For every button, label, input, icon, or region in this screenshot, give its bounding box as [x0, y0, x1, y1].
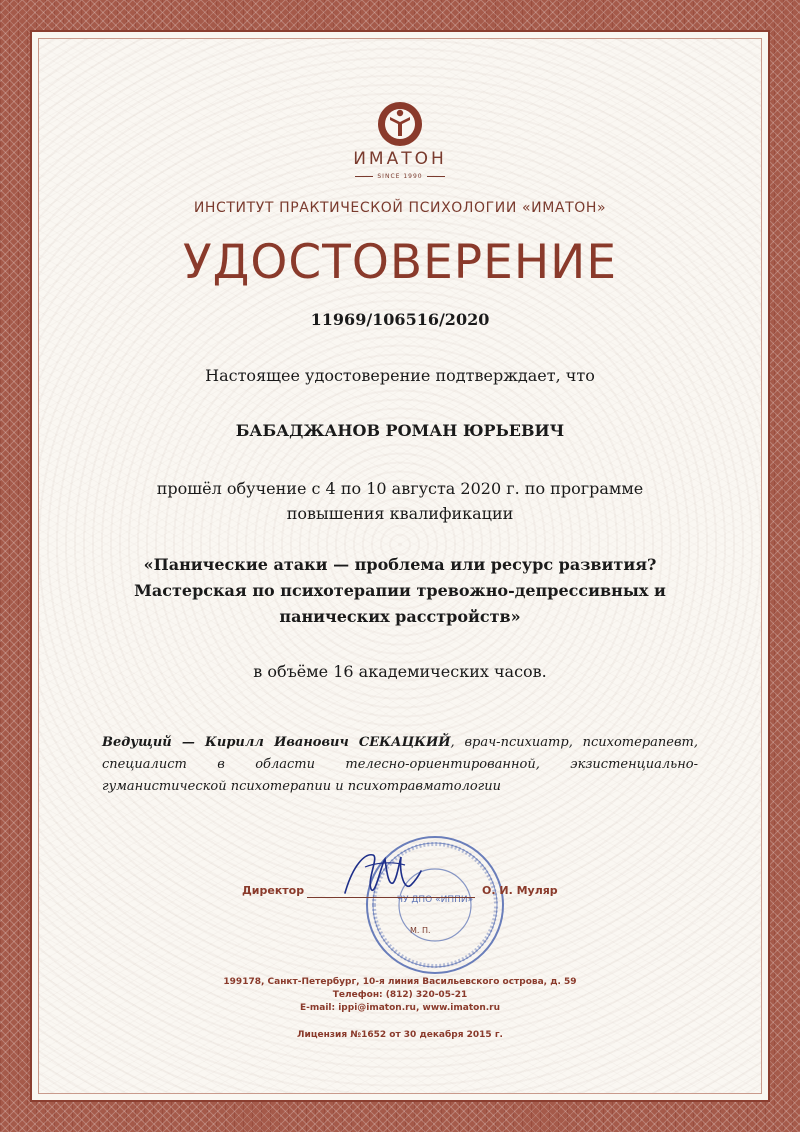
program-line-1: «Панические атаки — проблема или ресурс развития?	[143, 555, 657, 574]
since-text: SINCE 1990	[377, 173, 423, 180]
license-info: Лицензия №1652 от 30 декабря 2015 г.	[297, 1030, 503, 1040]
certificate-number: 11969/106516/2020	[310, 310, 490, 329]
hours-text: в объёме 16 академических часов.	[253, 662, 547, 681]
institute-name: ИНСТИТУТ ПРАКТИЧЕСКОЙ ПСИХОЛОГИИ «ИМАТОН»	[193, 200, 607, 216]
director-name: О. И. Муляр	[482, 884, 558, 897]
since-divider-left	[355, 176, 373, 177]
signature-line	[307, 897, 475, 898]
director-signature	[335, 845, 425, 905]
certificate-content	[30, 30, 770, 1102]
footer-address: 199178, Санкт-Петербург, 10-я линия Васильевского острова, д. 59	[223, 977, 577, 987]
lead-name: Ведущий — Кирилл Иванович СЕКАЦКИЙ	[102, 735, 451, 750]
stamp-place-label: М. П.	[410, 926, 431, 935]
footer-email: E-mail: ippi@imaton.ru, www.imaton.ru	[299, 1003, 501, 1013]
training-text	[70, 476, 730, 526]
imaton-logo	[30, 100, 770, 150]
footer-phone: Телефон: (812) 320-05-21	[332, 990, 468, 1000]
since-divider-right	[427, 176, 445, 177]
lead-description: , врач-психиатр, психотерапевт, специалист в области телесно-ориентированной, экзистенциально-гуманистической психотерапии и психотравматологии	[102, 735, 698, 794]
imaton-logo-icon	[374, 100, 426, 150]
program-title	[70, 552, 730, 630]
lead-paragraph	[102, 732, 698, 798]
training-line-2: повышения квалификации	[286, 504, 514, 523]
since-label	[30, 173, 770, 180]
seal-text: ЧУ ДПО «ИППИ»	[396, 895, 474, 905]
footer-contacts	[30, 976, 770, 1015]
brand-name: ИМАТОН	[353, 149, 447, 169]
certificate-title: УДОСТОВЕРЕНИЕ	[182, 235, 618, 290]
confirm-text: Настоящее удостоверение подтверждает, что	[205, 366, 595, 385]
training-line-1: прошёл обучение с 4 по 10 августа 2020 г. по программе	[156, 479, 644, 498]
program-line-3: панических расстройств»	[279, 607, 521, 626]
director-label: Директор	[242, 884, 305, 897]
holder-name: БАБАДЖАНОВ РОМАН ЮРЬЕВИЧ	[235, 421, 565, 440]
program-line-2: Мастерская по психотерапии тревожно-депрессивных и	[134, 581, 666, 600]
